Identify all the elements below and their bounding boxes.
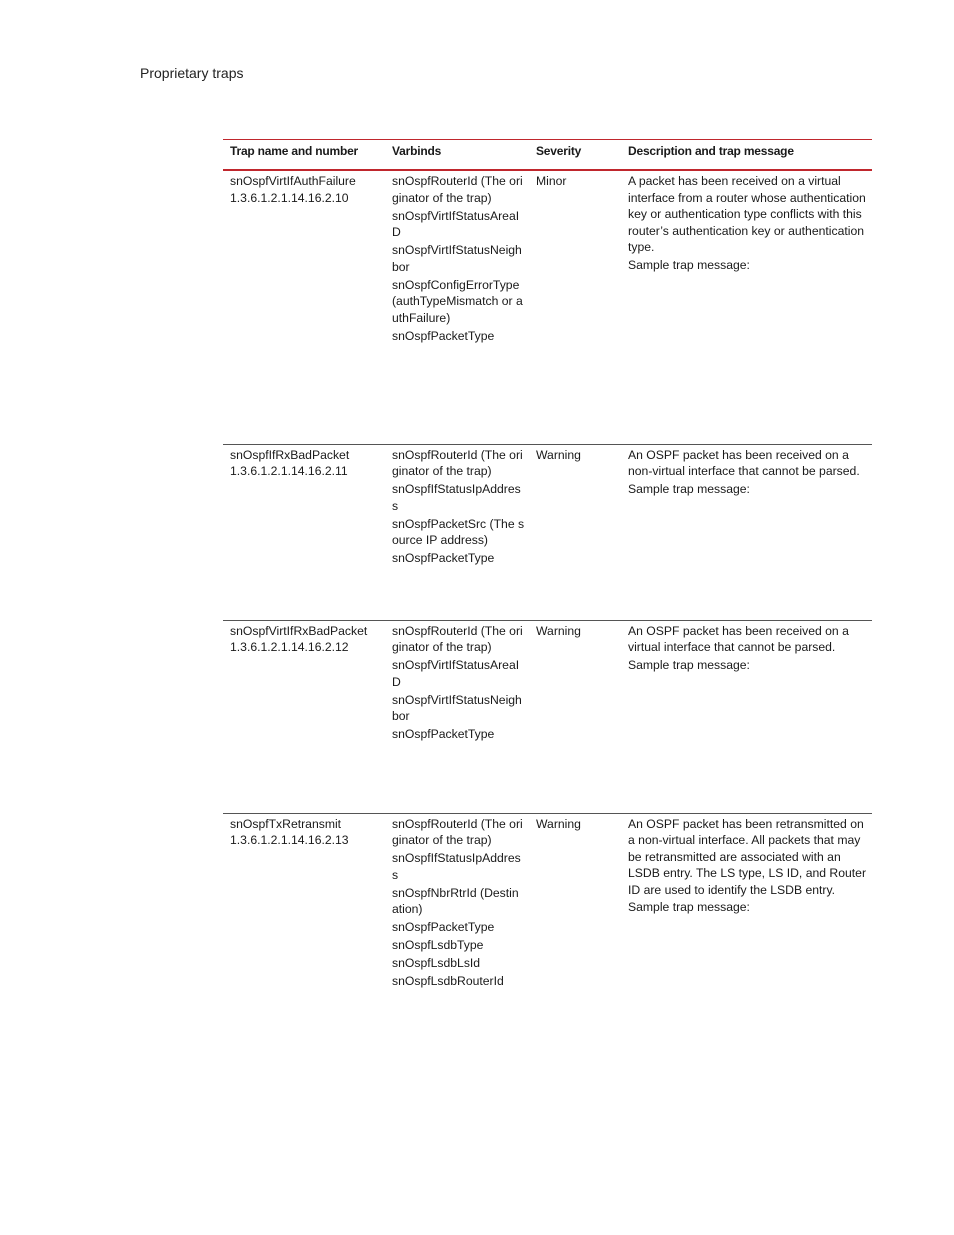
trap-number: 1.3.6.1.2.1.14.16.2.10 bbox=[230, 190, 349, 205]
sample-trap-label: Sample trap message: bbox=[628, 257, 750, 272]
description-cell bbox=[621, 813, 872, 1013]
sample-trap-label: Sample trap message: bbox=[628, 481, 750, 496]
description-cell bbox=[621, 620, 872, 813]
varbind: snOspfPacketType bbox=[392, 727, 495, 741]
description-text: An OSPF packet has been received on a virtual interface that cannot be parsed. bbox=[628, 623, 849, 654]
varbind: snOspfRouterId (The originator of the trap) bbox=[392, 174, 523, 205]
severity-cell: Warning bbox=[529, 444, 621, 620]
sample-trap-label: Sample trap message: bbox=[628, 657, 750, 672]
trap-name-cell bbox=[223, 813, 385, 1013]
varbind: snOspfRouterId (The originator of the trap) bbox=[392, 816, 523, 847]
severity-cell: Warning bbox=[529, 620, 621, 813]
varbind: snOspfRouterId (The originator of the trap) bbox=[392, 623, 523, 654]
varbinds-cell bbox=[385, 170, 529, 444]
sample-trap-label: Sample trap message: bbox=[628, 900, 750, 914]
varbind: snOspfLsdbType bbox=[392, 938, 484, 952]
varbind: snOspfNbrRtrId (Destination) bbox=[392, 885, 519, 916]
varbind: snOspfVirtIfStatusNeighbor bbox=[392, 692, 522, 723]
table-row bbox=[223, 813, 872, 1013]
header-trap-name: Trap name and number bbox=[223, 140, 385, 171]
varbinds-cell bbox=[385, 813, 529, 1013]
varbind: snOspfConfigErrorType (authTypeMismatch or authFailure) bbox=[392, 277, 523, 325]
header-varbinds: Varbinds bbox=[385, 140, 529, 171]
varbind: snOspfLsdbRouterId bbox=[392, 974, 504, 988]
varbind: snOspfPacketType bbox=[392, 551, 495, 565]
table-row bbox=[223, 620, 872, 813]
varbind: snOspfIfStatusIpAddress bbox=[392, 482, 521, 513]
varbinds-cell bbox=[385, 620, 529, 813]
varbind: snOspfRouterId (The originator of the trap) bbox=[392, 447, 523, 478]
trap-number: 1.3.6.1.2.1.14.16.2.12 bbox=[230, 640, 349, 654]
varbinds-cell bbox=[385, 444, 529, 620]
description-text: An OSPF packet has been retransmitted on a non-virtual interface. All packets that may be retransmitted are associated with an LSDB entry. The LS type, LS ID, and Router ID are used to identify the LSDB entry. bbox=[628, 816, 867, 897]
description-cell bbox=[621, 170, 872, 444]
traps-table bbox=[223, 139, 872, 1013]
varbind: snOspfPacketType bbox=[392, 920, 495, 934]
severity-cell: Minor bbox=[529, 170, 621, 444]
severity-cell: Warning bbox=[536, 816, 581, 831]
trap-name: snOspfVirtIfRxBadPacket bbox=[230, 623, 368, 638]
description-text: An OSPF packet has been received on a non-virtual interface that cannot be parsed. bbox=[628, 447, 860, 478]
varbind: snOspfPacketType bbox=[392, 328, 495, 343]
header-severity: Severity bbox=[529, 140, 621, 171]
table-header-row bbox=[223, 140, 872, 171]
header-description: Description and trap message bbox=[621, 140, 872, 171]
description-text: A packet has been received on a virtual interface from a router whose authentication key or authentication type conflicts with this router’s authentication key or authentication type. bbox=[628, 174, 866, 254]
description-cell bbox=[621, 444, 872, 620]
trap-name-cell bbox=[223, 620, 385, 813]
table-row bbox=[223, 444, 872, 620]
varbind: snOspfVirtIfStatusAreaID bbox=[392, 658, 520, 689]
trap-name-cell bbox=[223, 444, 385, 620]
trap-name-cell bbox=[223, 170, 385, 444]
trap-number: 1.3.6.1.2.1.14.16.2.13 bbox=[230, 833, 349, 847]
varbind: snOspfVirtIfStatusAreaID bbox=[392, 208, 520, 239]
page-header: Proprietary traps bbox=[140, 65, 244, 81]
trap-name: snOspfVirtIfAuthFailure bbox=[230, 174, 356, 188]
varbind: snOspfLsdbLsId bbox=[392, 956, 481, 970]
varbind: snOspfPacketSrc (The source IP address) bbox=[392, 516, 525, 547]
table-row bbox=[223, 170, 872, 444]
trap-name: snOspfIfRxBadPacket bbox=[230, 447, 350, 462]
varbind: snOspfIfStatusIpAddress bbox=[392, 851, 521, 882]
trap-name: snOspfTxRetransmit bbox=[230, 816, 342, 831]
trap-number: 1.3.6.1.2.1.14.16.2.11 bbox=[230, 464, 348, 478]
varbind: snOspfVirtIfStatusNeighbor bbox=[392, 243, 522, 274]
